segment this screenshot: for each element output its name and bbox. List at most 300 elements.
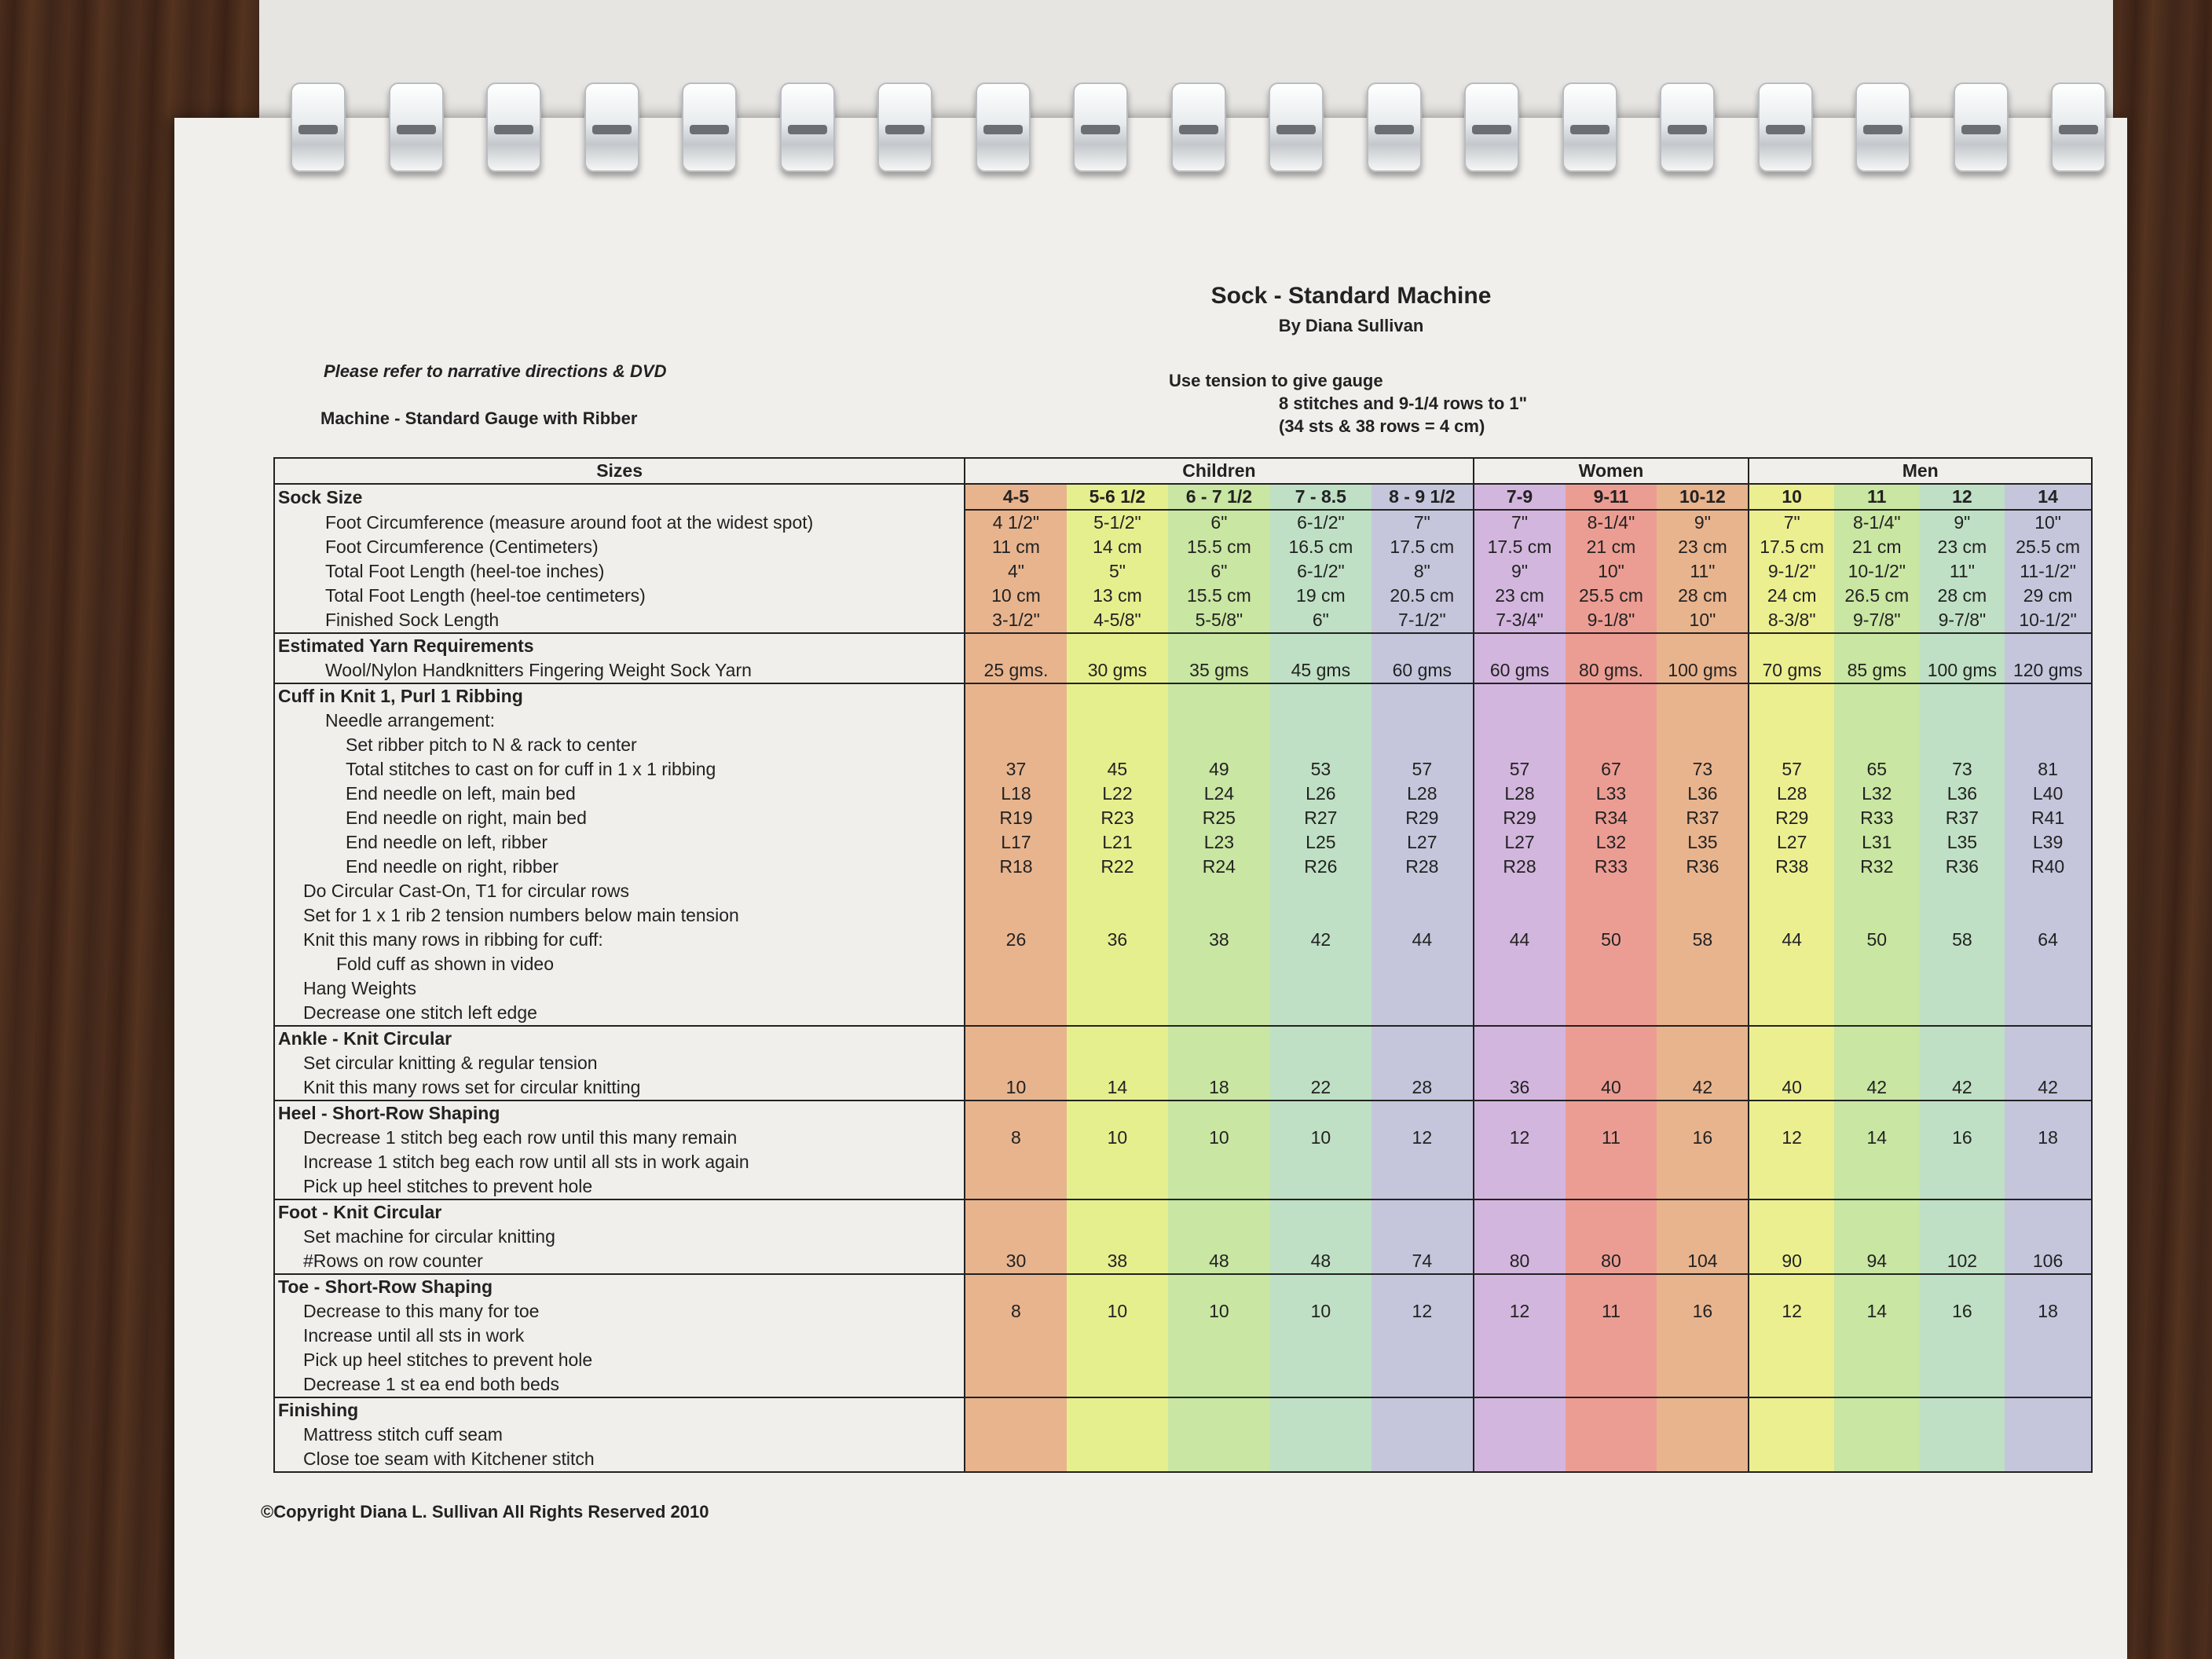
table-cell	[965, 1447, 1066, 1472]
table-cell: 11"	[1920, 559, 2005, 584]
row-label: End needle on right, ribber	[274, 855, 965, 879]
table-cell: 28 cm	[1920, 584, 2005, 608]
table-cell	[2005, 1051, 2092, 1075]
table-cell	[1067, 1423, 1168, 1447]
table-cell	[1372, 1324, 1473, 1348]
row-label: Knit this many rows set for circular knitting	[274, 1075, 965, 1101]
table-cell	[1270, 1225, 1372, 1249]
table-cell: 17.5 cm	[1749, 535, 1834, 559]
table-cell: 16	[1657, 1126, 1749, 1150]
table-cell	[1657, 1001, 1749, 1026]
table-cell	[1749, 1397, 1834, 1423]
table-cell	[1566, 1397, 1657, 1423]
table-cell	[1920, 633, 2005, 658]
row-label: End needle on left, ribber	[274, 830, 965, 855]
section-title: Finishing	[274, 1397, 965, 1423]
table-cell: 12	[1474, 1299, 1566, 1324]
table-cell	[1270, 1274, 1372, 1299]
table-cell	[1749, 709, 1834, 733]
table-cell	[1749, 1051, 1834, 1075]
table-cell	[1474, 1051, 1566, 1075]
table-cell	[1067, 1274, 1168, 1299]
table-cell: 3-1/2"	[965, 608, 1066, 633]
table-cell	[1067, 879, 1168, 903]
size-column-header: 9-11	[1566, 484, 1657, 510]
row-label: End needle on left, main bed	[274, 782, 965, 806]
table-cell: 57	[1474, 757, 1566, 782]
table-cell	[1168, 1397, 1269, 1423]
table-cell	[1270, 1447, 1372, 1472]
table-cell: L23	[1168, 830, 1269, 855]
table-cell	[1168, 733, 1269, 757]
sock-size-chart	[273, 457, 2093, 1473]
section-header-row	[274, 633, 2092, 658]
table-cell: 9"	[1474, 559, 1566, 584]
table-cell	[1834, 709, 1920, 733]
table-cell	[2005, 879, 2092, 903]
table-cell	[1657, 1051, 1749, 1075]
table-cell: 9"	[1657, 510, 1749, 535]
spiral-binding	[291, 82, 2105, 177]
table-cell: 5"	[1067, 559, 1168, 584]
table-cell	[1657, 1150, 1749, 1174]
table-cell	[1372, 1051, 1473, 1075]
table-cell: 10-1/2"	[2005, 608, 2092, 633]
table-cell: 4"	[965, 559, 1066, 584]
table-cell	[2005, 903, 2092, 928]
table-cell	[1749, 1225, 1834, 1249]
table-cell	[1834, 879, 1920, 903]
row-label: Total Foot Length (heel-toe centimeters)	[274, 584, 965, 608]
table-cell: 29 cm	[2005, 584, 2092, 608]
table-cell: L40	[2005, 782, 2092, 806]
table-cell	[1834, 952, 1920, 976]
gauge-line: 8 stitches and 9-1/4 rows to 1"	[1279, 394, 1528, 413]
table-cell	[1372, 879, 1473, 903]
table-cell: R38	[1749, 855, 1834, 879]
row-label: Total stitches to cast on for cuff in 1 x 1 ribbing	[274, 757, 965, 782]
table-cell	[1920, 1026, 2005, 1051]
table-cell: 40	[1566, 1075, 1657, 1101]
table-cell: 44	[1749, 928, 1834, 952]
table-cell: 85 gms	[1834, 658, 1920, 683]
table-cell	[1920, 709, 2005, 733]
group-header-children: Children	[965, 458, 1473, 484]
table-cell: 7"	[1749, 510, 1834, 535]
table-cell	[1067, 1101, 1168, 1126]
table-cell	[1566, 1348, 1657, 1372]
table-cell: 10"	[2005, 510, 2092, 535]
table-cell	[1657, 952, 1749, 976]
table-cell	[2005, 1447, 2092, 1472]
table-cell	[1474, 1324, 1566, 1348]
table-cell: 38	[1067, 1249, 1168, 1274]
table-cell: 25.5 cm	[2005, 535, 2092, 559]
page-title: Sock - Standard Machine	[1210, 283, 1492, 309]
table-cell	[1474, 1423, 1566, 1447]
table-cell: 8	[965, 1299, 1066, 1324]
row-label: Wool/Nylon Handknitters Fingering Weight Sock Yarn	[274, 658, 965, 683]
table-cell	[1168, 879, 1269, 903]
table-cell	[1749, 879, 1834, 903]
table-cell	[1657, 1225, 1749, 1249]
table-row	[274, 1447, 2092, 1472]
table-cell	[1474, 1199, 1566, 1225]
table-cell	[1920, 683, 2005, 709]
table-cell	[1566, 1026, 1657, 1051]
table-cell	[1657, 1447, 1749, 1472]
table-row	[274, 757, 2092, 782]
table-cell	[965, 976, 1066, 1001]
table-cell: L35	[1657, 830, 1749, 855]
table-cell	[1657, 879, 1749, 903]
table-cell: 8-1/4"	[1566, 510, 1657, 535]
binding-coil	[1758, 82, 1813, 172]
table-cell: 14 cm	[1067, 535, 1168, 559]
table-cell	[1834, 1447, 1920, 1472]
table-cell: 16	[1657, 1299, 1749, 1324]
table-cell: 14	[1834, 1126, 1920, 1150]
table-cell: 104	[1657, 1249, 1749, 1274]
table-cell: L31	[1834, 830, 1920, 855]
section-header-row	[274, 683, 2092, 709]
table-cell	[1270, 1324, 1372, 1348]
table-cell: 26.5 cm	[1834, 584, 1920, 608]
binding-coil	[486, 82, 541, 172]
table-cell	[1168, 1372, 1269, 1397]
table-cell	[1566, 1324, 1657, 1348]
table-cell: 12	[1749, 1299, 1834, 1324]
section-header-row	[274, 1026, 2092, 1051]
table-cell	[1270, 903, 1372, 928]
table-cell: 12	[1749, 1126, 1834, 1150]
binding-coil	[1367, 82, 1422, 172]
table-row	[274, 709, 2092, 733]
table-cell: 28	[1372, 1075, 1473, 1101]
machine-note: Machine - Standard Gauge with Ribber	[320, 408, 638, 428]
table-cell: 11"	[1657, 559, 1749, 584]
table-cell	[1566, 633, 1657, 658]
section-title: Ankle - Knit Circular	[274, 1026, 965, 1051]
table-cell	[1372, 733, 1473, 757]
table-cell	[1749, 1372, 1834, 1397]
row-label: Set ribber pitch to N & rack to center	[274, 733, 965, 757]
section-title: Cuff in Knit 1, Purl 1 Ribbing	[274, 683, 965, 709]
table-cell	[1657, 1324, 1749, 1348]
table-cell	[1657, 1274, 1749, 1299]
table-cell	[1749, 903, 1834, 928]
table-row	[274, 1126, 2092, 1150]
table-cell: 8"	[1372, 559, 1473, 584]
table-cell	[1168, 709, 1269, 733]
row-label: Total Foot Length (heel-toe inches)	[274, 559, 965, 584]
table-cell: 14	[1834, 1299, 1920, 1324]
table-cell: 80 gms.	[1566, 658, 1657, 683]
binding-coil	[1171, 82, 1226, 172]
table-cell: 64	[2005, 928, 2092, 952]
table-cell	[1749, 683, 1834, 709]
table-cell	[1474, 1150, 1566, 1174]
table-cell	[1372, 1274, 1473, 1299]
table-cell	[1372, 903, 1473, 928]
table-cell: 102	[1920, 1249, 2005, 1274]
size-column-header: 6 - 7 1/2	[1168, 484, 1269, 510]
table-cell: 9"	[1920, 510, 2005, 535]
table-cell	[1372, 1101, 1473, 1126]
table-cell	[1168, 1225, 1269, 1249]
table-cell	[1749, 1101, 1834, 1126]
table-cell: 10	[1067, 1126, 1168, 1150]
table-cell: 8	[965, 1126, 1066, 1150]
table-cell	[1566, 1447, 1657, 1472]
binding-coil	[780, 82, 835, 172]
table-cell	[1372, 1199, 1473, 1225]
table-cell: 60 gms	[1474, 658, 1566, 683]
table-cell: R32	[1834, 855, 1920, 879]
table-cell: 7"	[1474, 510, 1566, 535]
table-cell	[1372, 976, 1473, 1001]
table-cell	[1920, 1101, 2005, 1126]
table-cell	[1749, 1199, 1834, 1225]
table-cell	[1749, 1423, 1834, 1447]
table-cell: 7-3/4"	[1474, 608, 1566, 633]
binding-coil	[2051, 82, 2106, 172]
table-cell	[1566, 733, 1657, 757]
table-row	[274, 1051, 2092, 1075]
table-row	[274, 658, 2092, 683]
table-cell: 18	[2005, 1126, 2092, 1150]
table-cell: L36	[1920, 782, 2005, 806]
binding-coil	[389, 82, 444, 172]
table-cell: 6-1/2"	[1270, 510, 1372, 535]
table-cell	[965, 733, 1066, 757]
table-cell: R33	[1566, 855, 1657, 879]
table-cell: L17	[965, 830, 1066, 855]
table-cell: 17.5 cm	[1372, 535, 1473, 559]
table-cell	[965, 633, 1066, 658]
table-cell: 38	[1168, 928, 1269, 952]
table-cell	[1920, 976, 2005, 1001]
table-cell: 42	[1657, 1075, 1749, 1101]
table-cell: 42	[2005, 1075, 2092, 1101]
table-cell	[965, 709, 1066, 733]
size-column-header: 7-9	[1474, 484, 1566, 510]
table-cell	[1474, 1225, 1566, 1249]
row-label: Mattress stitch cuff seam	[274, 1423, 965, 1447]
table-row	[274, 510, 2092, 535]
table-cell	[1834, 1225, 1920, 1249]
table-cell	[1067, 1447, 1168, 1472]
table-cell	[1067, 709, 1168, 733]
table-cell	[1168, 1274, 1269, 1299]
table-cell: 42	[1270, 928, 1372, 952]
table-cell	[965, 903, 1066, 928]
table-cell: 12	[1372, 1126, 1473, 1150]
table-cell: 57	[1372, 757, 1473, 782]
table-cell	[1920, 1051, 2005, 1075]
table-cell: 100 gms	[1657, 658, 1749, 683]
table-cell	[1168, 1174, 1269, 1199]
table-row	[274, 733, 2092, 757]
table-cell	[1168, 683, 1269, 709]
table-cell: 120 gms	[2005, 658, 2092, 683]
table-cell: 14	[1067, 1075, 1168, 1101]
table-cell	[1566, 1150, 1657, 1174]
table-cell: L21	[1067, 830, 1168, 855]
table-cell: L28	[1474, 782, 1566, 806]
table-cell	[1749, 952, 1834, 976]
table-cell: 16	[1920, 1299, 2005, 1324]
table-cell: 4-5/8"	[1067, 608, 1168, 633]
section-header-row	[274, 1199, 2092, 1225]
table-cell	[1834, 1324, 1920, 1348]
table-cell	[1067, 1051, 1168, 1075]
table-cell: 21 cm	[1834, 535, 1920, 559]
row-label: Decrease to this many for toe	[274, 1299, 965, 1324]
table-cell	[965, 1174, 1066, 1199]
table-cell: 5-5/8"	[1168, 608, 1269, 633]
section-title: Foot - Knit Circular	[274, 1199, 965, 1225]
table-cell: 11	[1566, 1299, 1657, 1324]
table-row	[274, 559, 2092, 584]
table-cell: L24	[1168, 782, 1269, 806]
table-cell: L22	[1067, 782, 1168, 806]
table-cell	[1749, 633, 1834, 658]
table-cell	[1067, 1026, 1168, 1051]
table-cell	[1474, 1101, 1566, 1126]
section-title: Toe - Short-Row Shaping	[274, 1274, 965, 1299]
table-cell: 12	[1372, 1299, 1473, 1324]
chart-body	[274, 484, 2092, 1472]
table-cell	[1749, 1174, 1834, 1199]
table-cell	[1657, 1348, 1749, 1372]
table-cell	[1372, 1001, 1473, 1026]
section-header-row	[274, 1397, 2092, 1423]
table-cell	[1168, 903, 1269, 928]
section-title: Estimated Yarn Requirements	[274, 633, 965, 658]
table-cell	[1372, 709, 1473, 733]
table-cell: 18	[2005, 1299, 2092, 1324]
table-cell	[1920, 1447, 2005, 1472]
table-cell	[1920, 1199, 2005, 1225]
table-cell	[1372, 1423, 1473, 1447]
table-cell: R40	[2005, 855, 2092, 879]
table-cell: 80	[1474, 1249, 1566, 1274]
table-row	[274, 830, 2092, 855]
table-cell	[1749, 733, 1834, 757]
table-cell	[1657, 709, 1749, 733]
table-cell: 10"	[1657, 608, 1749, 633]
table-cell: 11 cm	[965, 535, 1066, 559]
table-cell	[2005, 733, 2092, 757]
table-cell	[1270, 952, 1372, 976]
table-cell: 5-1/2"	[1067, 510, 1168, 535]
table-cell: 6"	[1168, 559, 1269, 584]
table-cell	[1067, 1397, 1168, 1423]
binding-coil	[1269, 82, 1324, 172]
binding-coil	[1660, 82, 1715, 172]
table-cell: 9-1/2"	[1749, 559, 1834, 584]
table-row	[274, 584, 2092, 608]
row-label: Foot Circumference (measure around foot at the widest spot)	[274, 510, 965, 535]
table-cell	[1067, 1001, 1168, 1026]
table-row	[274, 1174, 2092, 1199]
table-cell	[1657, 633, 1749, 658]
gauge-line: Use tension to give gauge	[1169, 371, 1383, 390]
table-cell	[1474, 903, 1566, 928]
table-cell	[1067, 952, 1168, 976]
table-cell	[1566, 1001, 1657, 1026]
table-cell	[1566, 976, 1657, 1001]
table-cell: 6"	[1168, 510, 1269, 535]
table-cell	[1270, 1423, 1372, 1447]
table-cell	[2005, 1001, 2092, 1026]
row-label: Foot Circumference (Centimeters)	[274, 535, 965, 559]
table-cell	[1168, 1447, 1269, 1472]
table-cell	[1834, 1101, 1920, 1126]
table-cell: 12	[1474, 1126, 1566, 1150]
table-cell: 10	[1168, 1299, 1269, 1324]
table-row	[274, 928, 2092, 952]
table-cell	[1834, 1150, 1920, 1174]
table-cell	[2005, 976, 2092, 1001]
table-cell: L36	[1657, 782, 1749, 806]
table-cell: 21 cm	[1566, 535, 1657, 559]
table-cell	[1566, 1199, 1657, 1225]
table-cell	[1834, 633, 1920, 658]
table-cell	[1834, 1051, 1920, 1075]
table-cell	[1270, 1001, 1372, 1026]
table-cell	[1168, 1001, 1269, 1026]
table-cell: 58	[1920, 928, 2005, 952]
table-cell	[2005, 1174, 2092, 1199]
table-cell: 7"	[1372, 510, 1473, 535]
table-cell: 8-1/4"	[1834, 510, 1920, 535]
copyright-notice: ©Copyright Diana L. Sullivan All Rights Reserved 2010	[261, 1502, 709, 1522]
table-cell	[1372, 1174, 1473, 1199]
table-cell	[1920, 1001, 2005, 1026]
table-cell: R41	[2005, 806, 2092, 830]
table-cell	[1920, 1397, 2005, 1423]
table-cell	[1474, 683, 1566, 709]
table-cell	[1372, 1026, 1473, 1051]
table-cell: 6"	[1270, 608, 1372, 633]
table-cell	[1566, 1372, 1657, 1397]
table-row	[274, 1150, 2092, 1174]
binding-coil	[291, 82, 346, 172]
table-cell: 20.5 cm	[1372, 584, 1473, 608]
table-cell: 13 cm	[1067, 584, 1168, 608]
table-cell	[1749, 1001, 1834, 1026]
table-cell: L27	[1749, 830, 1834, 855]
table-cell: 4 1/2"	[965, 510, 1066, 535]
table-cell: R37	[1657, 806, 1749, 830]
table-cell: 36	[1474, 1075, 1566, 1101]
table-cell: 26	[965, 928, 1066, 952]
table-cell	[965, 1051, 1066, 1075]
row-label: Decrease 1 stitch beg each row until this many remain	[274, 1126, 965, 1150]
table-cell: L35	[1920, 830, 2005, 855]
table-cell: R36	[1657, 855, 1749, 879]
table-cell	[1067, 733, 1168, 757]
table-cell: 11-1/2"	[2005, 559, 2092, 584]
row-label: Pick up heel stitches to prevent hole	[274, 1174, 965, 1199]
table-cell	[1168, 1051, 1269, 1075]
table-cell: 17.5 cm	[1474, 535, 1566, 559]
table-cell: R24	[1168, 855, 1269, 879]
table-cell	[1372, 1348, 1473, 1372]
table-cell: 45	[1067, 757, 1168, 782]
